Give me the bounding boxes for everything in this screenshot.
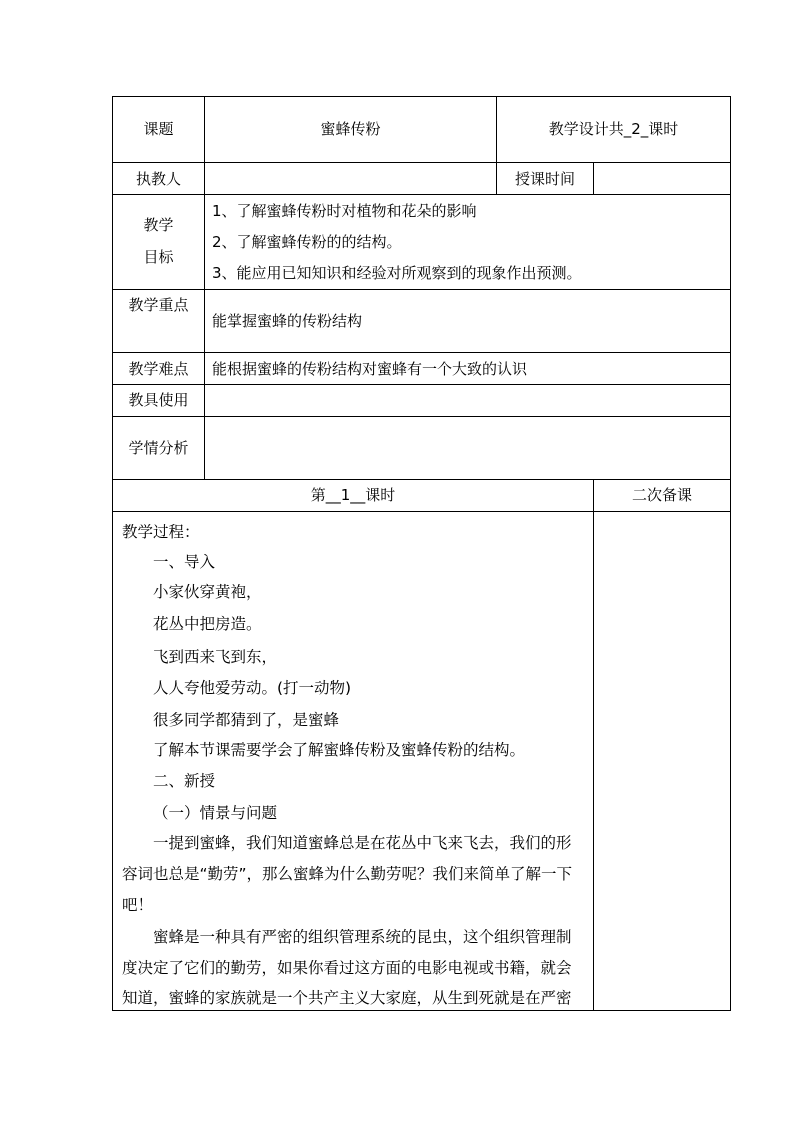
goals-label-line2: 目标 [143, 248, 174, 266]
process-line: 一提到蜜蜂，我们知道蜜蜂总是在花丛中飞来飞去，我们的形 [153, 834, 572, 852]
goal-item: 1、了解蜜蜂传粉时对植物和花朵的影响 [212, 202, 477, 220]
table-border [112, 1010, 731, 1011]
table-border [204, 96, 205, 479]
process-line: 花丛中把房造。 [153, 615, 262, 633]
process-line: 容词也总是“勤劳”，那么蜜蜂为什么勤劳呢？我们来简单了解一下 [122, 865, 573, 883]
process-line: 很多同学都猜到了，是蜜蜂 [153, 711, 340, 729]
process-line: 飞到西来飞到东， [153, 648, 278, 666]
process-line: 小家伙穿黄袍， [153, 583, 262, 601]
lesson-number: 第__1__课时 [310, 486, 396, 504]
table-border [730, 96, 731, 1011]
goals-label-line1: 教学 [143, 216, 174, 234]
difficulty-value: 能根据蜜蜂的传粉结构对蜜蜂有一个大致的认识 [212, 360, 528, 378]
key-point-value: 能掌握蜜蜂的传粉结构 [212, 312, 363, 330]
process-line: （一）情景与问题 [153, 804, 278, 822]
topic-label: 课题 [143, 120, 174, 138]
goal-item: 2、了解蜜蜂传粉的的结构。 [212, 233, 402, 251]
table-border [593, 162, 594, 194]
process-line: 教学过程： [122, 523, 200, 541]
process-line: 蜜蜂是一种具有严密的组织管理系统的昆虫，这个组织管理制 [153, 928, 572, 946]
topic-value: 蜜蜂传粉 [320, 120, 381, 138]
process-line: 吧！ [122, 896, 154, 914]
design-total: 教学设计共_2_课时 [548, 120, 679, 138]
tools-label: 教具使用 [128, 391, 189, 409]
revision-label: 二次备课 [631, 486, 692, 504]
table-border [112, 479, 731, 480]
key-point-label: 教学重点 [128, 296, 189, 314]
teacher-label: 执教人 [135, 170, 181, 188]
analysis-label: 学情分析 [128, 439, 189, 457]
process-line: 一、导入 [153, 553, 216, 571]
difficulty-label: 教学难点 [128, 360, 189, 378]
process-line: 人人夸他爱劳动。(打一动物) [153, 679, 352, 697]
table-border [112, 511, 731, 512]
process-line: 二、新授 [153, 772, 216, 790]
process-line: 了解本节课需要学会了解蜜蜂传粉及蜜蜂传粉的结构。 [153, 741, 526, 759]
time-label: 授课时间 [514, 170, 575, 188]
goal-item: 3、能应用已知知识和经验对所观察到的现象作出预测。 [212, 264, 582, 282]
table-border [593, 479, 594, 1011]
process-line: 知道，蜜蜂的家族就是一个共产主义大家庭，从生到死就是在严密 [122, 989, 572, 1007]
process-line: 度决定了它们的勤劳，如果你看过这方面的电影电视或书籍，就会 [122, 959, 572, 977]
